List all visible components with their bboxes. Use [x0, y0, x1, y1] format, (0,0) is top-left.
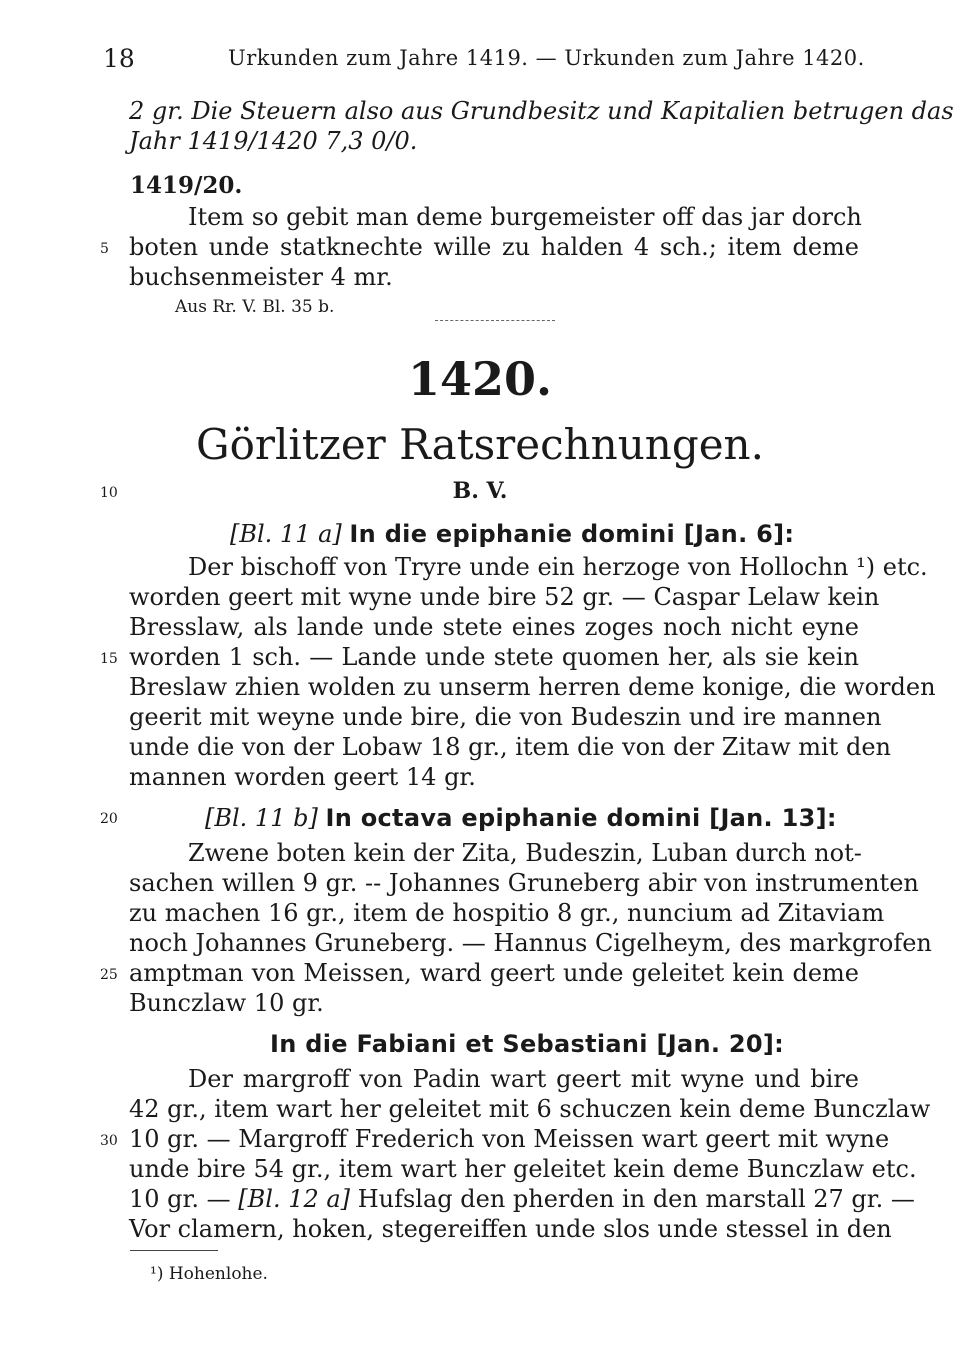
folio-ref: [Bl. 12 a] — [238, 1185, 351, 1213]
text-line: noch Johannes Gruneberg. — Hannus Cigelheym, des markgrofen — [129, 929, 932, 957]
text-line: Vor clamern, hoken, stegereiffen unde slos unde stessel in den — [129, 1215, 892, 1243]
folio-ref: [Bl. 11 a] — [230, 520, 342, 548]
text-line: zu machen 16 gr., item de hospitio 8 gr., nuncium ad Zitaviam — [129, 899, 885, 927]
heading-text: In octava epiphanie domini [Jan. 13]: — [325, 804, 837, 832]
folio-ref: [Bl. 11 b] — [205, 804, 318, 832]
section-line: buchsenmeister 4 mr. — [129, 263, 393, 291]
text-line: 42 gr., item wart her geleitet mit 6 schuczen kein deme Bunczlaw — [129, 1095, 931, 1123]
text-line: sachen willen 9 gr. -- Johannes Gruneberg abir von instrumenten — [129, 869, 919, 897]
line-number: 10 — [100, 485, 118, 501]
line-number: 20 — [100, 811, 118, 827]
subtitle: B. V. — [452, 478, 508, 504]
text-line — [129, 1184, 915, 1214]
footnote-mark: ¹) — [150, 1264, 164, 1284]
entry-heading — [270, 1030, 784, 1058]
text-line: Bresslaw, als lande unde stete eines zoges noch nicht eyne — [129, 613, 859, 641]
year-heading: 1420. — [407, 352, 553, 406]
footnote — [150, 1264, 268, 1284]
text-line: Der margroff von Padin wart geert mit wyne und bire — [188, 1065, 859, 1093]
section-title: 1419/20. — [130, 172, 243, 199]
line-number: 30 — [100, 1133, 118, 1149]
heading-text: In die epiphanie domini [Jan. 6]: — [349, 520, 795, 548]
text-line: amptman von Meissen, ward geert unde geleitet kein deme — [129, 959, 859, 987]
source-note: Aus Rr. V. Bl. 35 b. — [175, 297, 335, 317]
intro-line: 2 gr. Die Steuern also aus Grundbesitz und Kapitalien betrugen das — [129, 97, 954, 125]
line-number: 15 — [100, 651, 118, 667]
text-line: worden 1 sch. — Lande unde stete quomen her, als sie kein — [129, 643, 859, 671]
text-line: Breslaw zhien wolden zu unserm herren deme konige, die worden — [129, 673, 936, 701]
text-line: Zwene boten kein der Zita, Budeszin, Luban durch not- — [188, 839, 862, 867]
text-segment: Hufslag den pherden in den marstall 27 gr. — — [357, 1185, 915, 1213]
entry-heading — [230, 520, 794, 548]
page-number: 18 — [103, 44, 135, 73]
text-segment: 10 gr. — — [129, 1185, 239, 1213]
footnote-rule — [130, 1250, 218, 1251]
text-line: Der bischoff von Tryre unde ein herzoge von Hollochn ¹) etc. — [188, 553, 928, 581]
text-line: 10 gr. — Margroff Frederich von Meissen wart geert mit wyne — [129, 1125, 890, 1153]
text-line: unde bire 54 gr., item wart her geleitet kein deme Bunczlaw etc. — [129, 1155, 917, 1183]
text-line: unde die von der Lobaw 18 gr., item die von der Zitaw mit den — [129, 733, 891, 761]
section-line: boten unde statknechte wille zu halden 4 sch.; item deme — [129, 233, 859, 261]
line-number: 25 — [100, 967, 118, 983]
line-number: 5 — [100, 241, 109, 257]
divider — [435, 320, 555, 321]
text-line: worden geert mit wyne unde bire 52 gr. — Caspar Lelaw kein — [129, 583, 880, 611]
text-line: geerit mit weyne unde bire, die von Budeszin und ire mannen — [129, 703, 882, 731]
text-line: Bunczlaw 10 gr. — [129, 989, 324, 1017]
footnote-text: Hohenlohe. — [168, 1264, 268, 1284]
text-line: mannen worden geert 14 gr. — [129, 763, 476, 791]
heading-text: In die Fabiani et Sebastiani [Jan. 20]: — [270, 1030, 785, 1058]
entry-heading — [205, 804, 837, 832]
intro-line: Jahr 1419/1420 7,3 0/0. — [129, 127, 418, 155]
document-title: Görlitzer Ratsrechnungen. — [196, 420, 764, 469]
running-title: Urkunden zum Jahre 1419. — Urkunden zum Jahre 1420. — [228, 46, 865, 70]
section-line: Item so gebit man deme burgemeister off das jar dorch — [188, 203, 862, 231]
